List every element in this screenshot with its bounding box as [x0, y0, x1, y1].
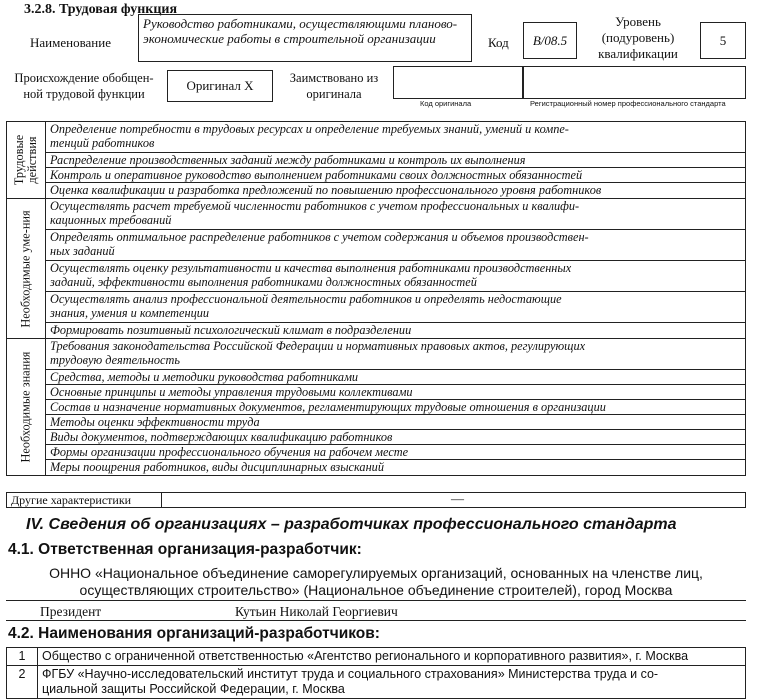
origin-label — [6, 70, 162, 102]
knowledge-row — [7, 339, 746, 370]
knowledge-row — [7, 460, 746, 476]
developer-org-name — [38, 648, 746, 666]
developer-org-2-line-1: ФГБУ «Научно-исследовательский институт труда и социального страхования» Министерства труда и со- — [42, 667, 659, 681]
responsible-org-line-1: ОННО «Национальное объединение саморегулируемых организаций, основанных на членстве лиц, — [49, 565, 703, 581]
level-value: 5 — [719, 33, 727, 48]
skill-2-line-2: ных заданий — [50, 244, 115, 258]
level-value-box — [700, 22, 746, 59]
skill-row — [7, 323, 746, 339]
origin-label-line-2: ной трудовой функции — [23, 87, 145, 101]
knowledge-category-label: Необходимые знания — [18, 351, 33, 463]
function-details-table — [6, 121, 746, 476]
developer-org-num: 1 — [7, 648, 38, 666]
knowledge-7-line-1: Формы организации профессионального обучения на рабочем месте — [50, 445, 409, 459]
borrowed-label-line-1: Заимствовано из — [289, 71, 379, 85]
knowledge-1-line-2: трудовую деятельность — [50, 353, 180, 367]
action-row — [7, 122, 746, 153]
action-1-line-2: тенций работников — [50, 136, 155, 150]
reg-number-box — [523, 66, 746, 99]
section-4-title: IV. Сведения об организациях – разработчиках профессионального стандарта — [26, 516, 677, 533]
function-name-box — [138, 14, 472, 62]
level-label — [588, 14, 688, 62]
level-label-line-3: квалификации — [598, 46, 678, 61]
action-2-line-1: Распределение производственных заданий между работниками и контроль их выполнения — [50, 153, 526, 167]
skill-cell — [46, 292, 746, 323]
skill-cell — [46, 199, 746, 230]
original-code-box — [393, 66, 523, 99]
origin-original-box — [167, 70, 273, 102]
actions-category-cell — [7, 122, 46, 199]
developer-org-num: 2 — [7, 666, 38, 699]
responsible-org-line-2: осуществляющих строительство» (Национальное объединение строителей), город Москва — [79, 582, 673, 598]
action-cell — [46, 153, 746, 168]
knowledge-3-line-1: Основные принципы и методы управления трудовыми коллективами — [50, 385, 413, 399]
org-underline — [6, 600, 746, 601]
name-label: Наименование — [30, 35, 111, 50]
knowledge-row — [7, 400, 746, 415]
skill-1-line-2: кационных требований — [50, 213, 172, 227]
section-title: 3.2.8. Трудовая функция — [24, 2, 178, 17]
signer-name: Кутьин Николай Георгиевич — [235, 604, 398, 619]
responsible-org — [6, 565, 746, 599]
action-row — [7, 153, 746, 168]
knowledge-cell — [46, 430, 746, 445]
developer-org-row — [7, 648, 746, 666]
actions-category-line-2: действия — [25, 136, 39, 184]
skills-category-label: Необходимые уме-ния — [18, 209, 33, 328]
knowledge-cell — [46, 415, 746, 430]
code-value: B/08.5 — [532, 33, 568, 48]
knowledge-4-line-1: Состав и назначение нормативных документов, регламентирующих трудовые отношения в организации — [50, 400, 606, 414]
knowledge-2-line-1: Средства, методы и методики руководства работниками — [50, 370, 359, 384]
skill-cell — [46, 230, 746, 261]
skill-1-line-1: Осуществлять расчет требуемой численности работников с учетом профессиональных и квалифи- — [50, 199, 580, 213]
developer-org-2-line-2: циальной защиты Российской Федерации, г. Москва — [42, 682, 345, 696]
developer-org-1-line-1: Общество с ограниченной ответственностью «Агентство регионального и корпоративного развития», г. Москва — [42, 649, 689, 663]
action-cell — [46, 183, 746, 199]
other-characteristics-row — [6, 492, 746, 508]
skill-4-line-1: Осуществлять анализ профессиональной деятельности работников и определять недостающие — [50, 292, 562, 306]
actions-category-label — [13, 135, 39, 185]
skill-5-line-1: Формировать позитивный психологический климат в подразделении — [50, 323, 412, 337]
developer-org-name — [38, 666, 746, 699]
knowledge-cell — [46, 460, 746, 476]
origin-label-line-1: Происхождение обобщен- — [14, 71, 154, 85]
code-value-box — [523, 22, 577, 59]
reg-number-caption: Регистрационный номер профессионального стандарта — [530, 99, 726, 108]
action-3-line-1: Контроль и оперативное руководство выполнением работниками своих должностных обязанностей — [50, 168, 583, 182]
skill-cell — [46, 261, 746, 292]
knowledge-row — [7, 430, 746, 445]
subsection-4-2-title: 4.2. Наименования организаций-разработчиков: — [8, 625, 380, 642]
action-4-line-1: Оценка квалификации и разработка предложений по повышению профессионального уровня работников — [50, 183, 602, 197]
knowledge-5-line-1: Методы оценки эффективности труда — [50, 415, 260, 429]
actions-category-line-1: Трудовые — [12, 134, 26, 186]
skill-2-line-1: Определять оптимальное распределение работников с учетом содержания и объемов производствен- — [50, 230, 589, 244]
skill-4-line-2: знания, умения и компетенции — [50, 306, 210, 320]
skill-row — [7, 230, 746, 261]
other-characteristics-value: — — [451, 491, 464, 506]
action-1-line-1: Определение потребности в трудовых ресурсах и определение требуемых знаний, умений и компе- — [50, 122, 569, 136]
level-label-line-2: (подуровень) — [601, 30, 675, 45]
knowledge-8-line-1: Меры поощрения работников, виды дисциплинарных взысканий — [50, 460, 384, 474]
skill-row — [7, 199, 746, 230]
level-label-line-1: Уровень — [615, 14, 661, 29]
function-name-value: Руководство работниками, осуществляющими планово-экономические работы в строительной организации — [143, 16, 458, 46]
action-cell — [46, 168, 746, 183]
skill-row — [7, 292, 746, 323]
knowledge-cell — [46, 339, 746, 370]
action-row — [7, 183, 746, 199]
skills-category-cell — [7, 199, 46, 339]
knowledge-row — [7, 385, 746, 400]
signer-underline — [6, 620, 746, 621]
action-row — [7, 168, 746, 183]
skill-cell — [46, 323, 746, 339]
knowledge-6-line-1: Виды документов, подтверждающих квалификацию работников — [50, 430, 393, 444]
knowledge-row — [7, 445, 746, 460]
knowledge-cell — [46, 385, 746, 400]
knowledge-cell — [46, 400, 746, 415]
borrowed-label-line-2: оригинала — [306, 87, 362, 101]
subsection-4-1-title: 4.1. Ответственная организация-разработчик: — [8, 541, 362, 558]
signer-position: Президент — [40, 604, 102, 619]
origin-original-value: Оригинал X — [186, 78, 254, 93]
knowledge-cell — [46, 370, 746, 385]
developer-orgs-table — [6, 647, 746, 699]
knowledge-category-cell — [7, 339, 46, 476]
knowledge-row — [7, 370, 746, 385]
developer-org-row — [7, 666, 746, 699]
skill-row — [7, 261, 746, 292]
skill-3-line-2: заданий, эффективности выполнения работниками должностных обязанностей — [50, 275, 477, 289]
knowledge-1-line-1: Требования законодательства Российской Федерации и нормативных правовых актов, регулирующих — [50, 339, 586, 353]
other-characteristics-label: Другие характеристики — [11, 493, 132, 507]
original-code-caption: Код оригинала — [420, 99, 472, 108]
code-label: Код — [488, 35, 509, 50]
borrowed-label — [276, 70, 392, 102]
other-divider — [161, 493, 162, 507]
knowledge-cell — [46, 445, 746, 460]
knowledge-row — [7, 415, 746, 430]
skill-3-line-1: Осуществлять оценку результативности и качества выполнения работниками производственных — [50, 261, 572, 275]
action-cell — [46, 122, 746, 153]
